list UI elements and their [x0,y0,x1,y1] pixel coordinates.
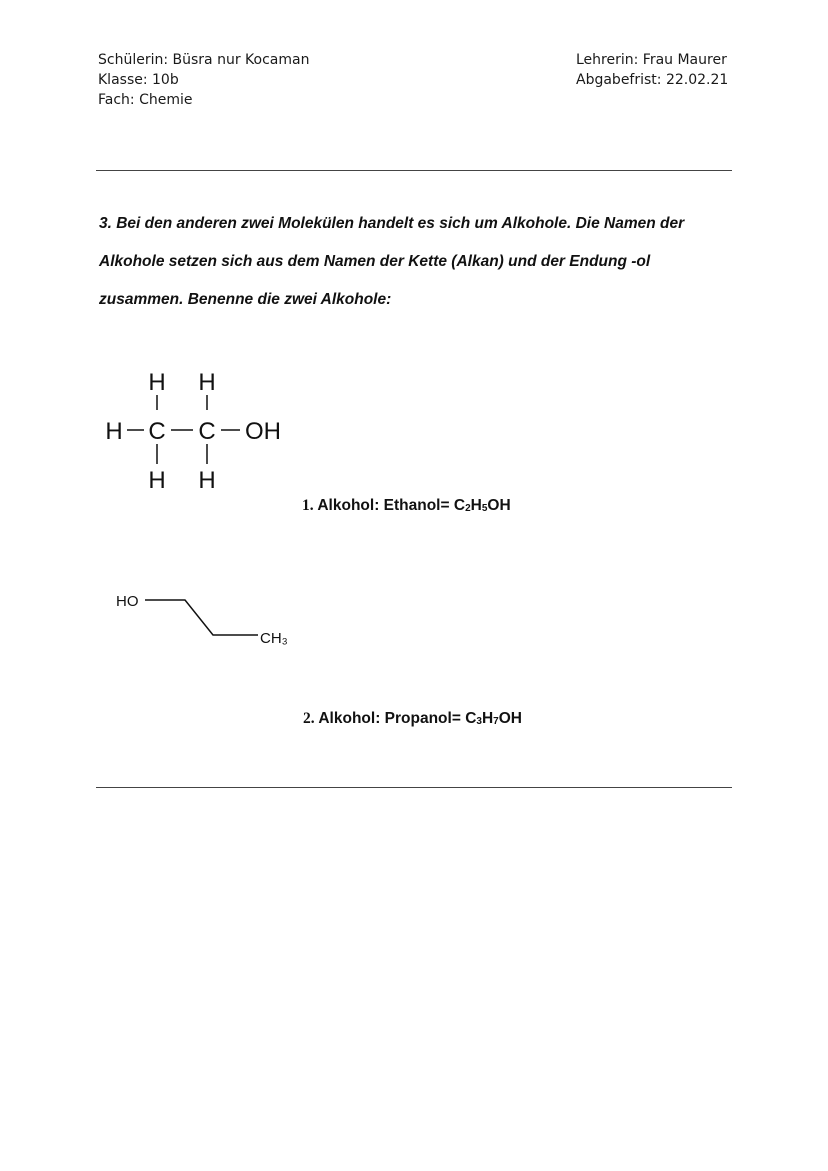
atom-h: H [198,369,216,396]
atom-c: C [148,418,166,445]
answer-formula: $C_3H_7OH$ [465,710,522,727]
ethanol-structure [95,360,295,495]
answer-label: Alkohol: Propanol= [318,710,461,727]
task-line: 3. Bei den anderen zwei Molekülen handelt es sich um Alkohole. Die Namen der [99,215,685,232]
propanol-structure [110,585,310,655]
task-line: zusammen. Benenne die zwei Alkohole: [99,291,392,308]
answer-label: Alkohol: Ethanol= [317,497,450,514]
top-divider [96,170,732,171]
carbon-chain [145,600,258,635]
atom-h: H [198,467,216,494]
answer-number: 2. [303,710,315,727]
answer-number: 1. [302,497,314,514]
label-ho: HO [116,593,139,610]
label-ch3: CH₃ [260,630,288,647]
due-date: Abgabefrist: 22.02.21 [576,72,729,88]
task-line: Alkohole setzen sich aus dem Namen der Kette (Alkan) und der Endung -ol [99,253,651,270]
bond-lines [127,395,240,464]
atom-h: H [148,467,166,494]
subject-label: Fach: Chemie [98,92,193,108]
task-text [99,205,749,319]
answer-propanol [303,710,522,728]
answer-ethanol [302,497,511,515]
atom-c: C [198,418,216,445]
atom-h: H [148,369,166,396]
header-teacher-info [576,50,728,90]
student-name: Schülerin: Büsra nur Kocaman [98,52,310,68]
class-label: Klasse: 10b [98,72,179,88]
atom-h: H [105,418,123,445]
answer-formula: $C_2H_5OH$ [453,497,511,514]
group-oh: OH [245,418,281,445]
teacher-name: Lehrerin: Frau Maurer [576,52,727,68]
header-student-info [98,50,309,110]
bottom-divider [96,787,732,788]
